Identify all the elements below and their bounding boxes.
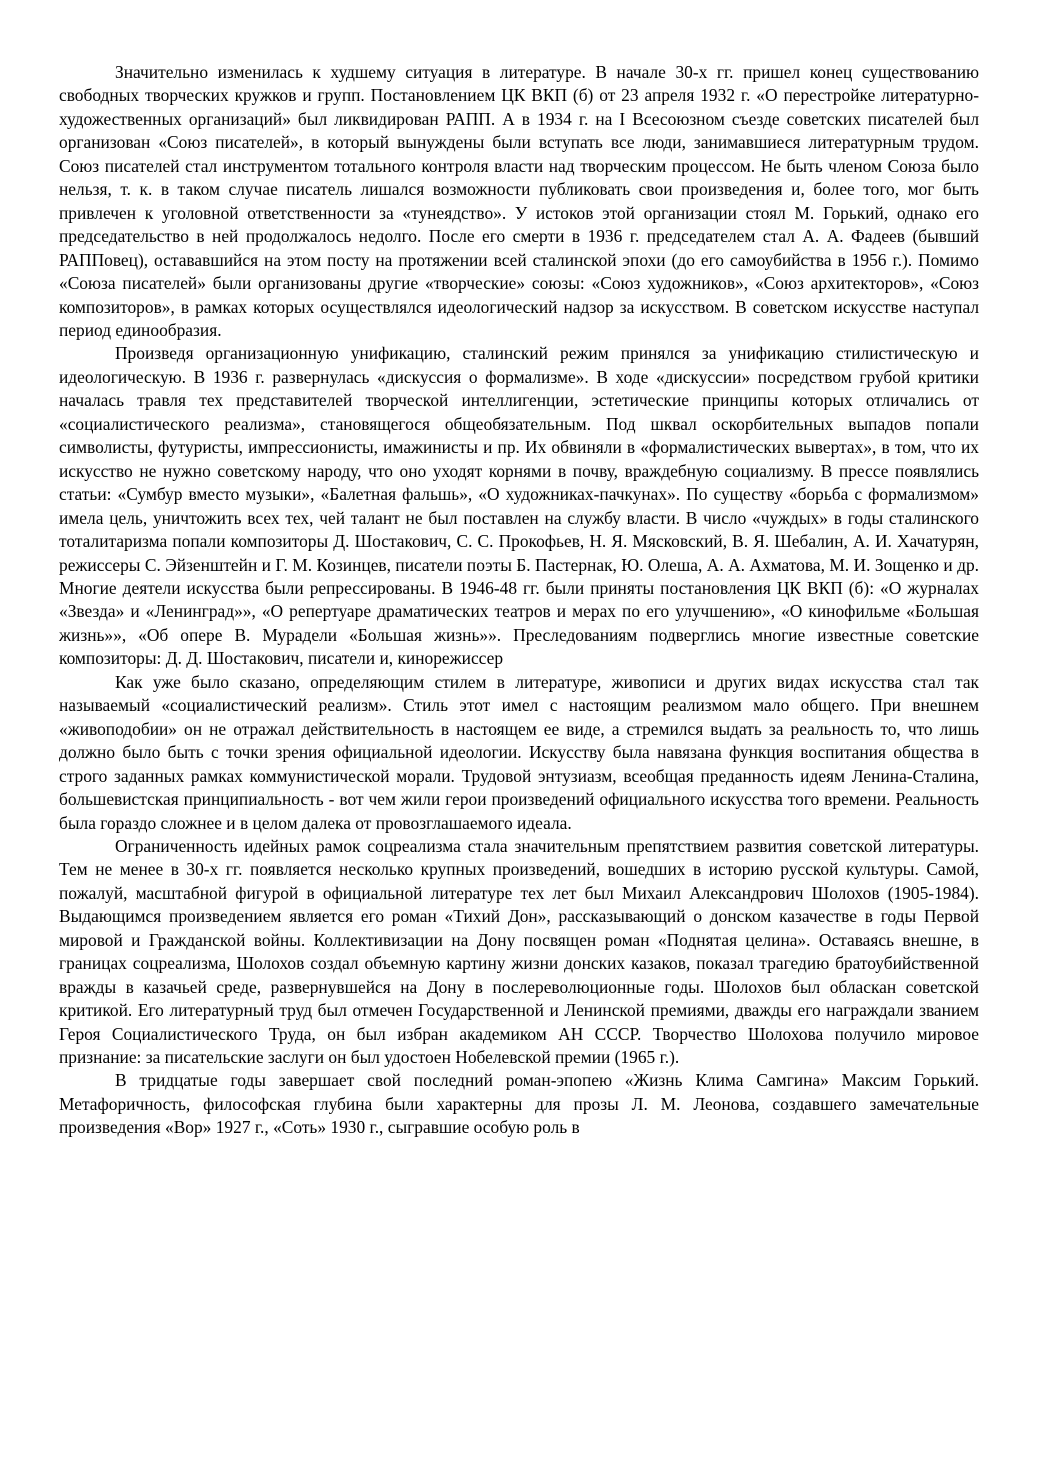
paragraph-2: Произведя организационную унификацию, сталинский режим принялся за унификацию стилистическую и идеологическую. В 1936 г. развернулась «дискуссия о формализме». В ходе «дискуссии» посредством грубой критики началась травля тех представителей творческой интеллигенции, эстетические принципы которых отличались от «социалистического реализма», становящегося общеобязательным. Под шквал оскорбительных выпадов попали символисты, футуристы, импрессионисты, имажинисты и пр. Их обвиняли в «формалистических вывертах», в том, что их искусство не нужно советскому народу, что оно уходят корнями в почву, враждебную социализму. В прессе появлялись статьи: «Сумбур вместо музыки», «Балетная фальшь», «О художниках-пачкунах». По существу «борьба с формализмом» имела цель, уничтожить всех тех, чей талант не был поставлен на службу власти. В число «чуждых» в годы сталинского тоталитаризма попали композиторы Д. Шостакович, С. С. Прокофьев, Н. Я. Мясковский, В. Я. Шебалин, А. И. Хачатурян, режиссеры С. Эйзенштейн и Г. М. Козинцев, писатели поэты Б. Пастернак, Ю. Олеша, А. А. Ахматова, М. И. Зощенко и др. Многие деятели искусства были репрессированы. В 1946-48 гг. были приняты постановления ЦК ВКП (б): «О журналах «Звезда» и «Ленинград»», «О репертуаре драматических театров и мерах по его улучшению», «О кинофильме «Большая жизнь»», «Об опере В. Мурадели «Большая жизнь»». Преследованиям подверглись многие известные советские композиторы: Д. Д. Шостакович, писатели и, кинорежиссер <box>59 343 979 669</box>
paragraph-1: Значительно изменилась к худшему ситуация в литературе. В начале 30-х гг. пришел конец существованию свободных творческих кружков и групп. Постановлением ЦК ВКП (б) от 23 апреля 1932 г. «О перестройке литературно-художественных организаций» был ликвидирован РАПП. А в 1934 г. на I Всесоюзном съезде советских писателей был организован «Союз писателей», в который вынуждены были вступать все люди, занимавшиеся литературным трудом. Союз писателей стал инструментом тотального контроля власти над творческим процессом. Не быть членом Союза было нельзя, т. к. в таком случае писатель лишался возможности публиковать свои произведения и, более того, мог быть привлечен к уголовной ответственности за «тунеядство». У истоков этой организации стоял М. Горький, однако его председательство в ней продолжалось недолго. После его смерти в 1936 г. председателем стал А. А. Фадеев (бывший РАППовец), остававшийся на этом посту на протяжении всей сталинской эпохи (до его самоубийства в 1956 г.). Помимо «Союза писателей» были организованы другие «творческие» союзы: «Союз художников», «Союз архитекторов», «Союз композиторов», в рамках которых осуществлялся идеологический надзор за искусством. В советском искусстве наступал период единообразия. <box>59 62 979 340</box>
document-page <box>59 61 979 1140</box>
paragraph-3: Как уже было сказано, определяющим стилем в литературе, живописи и других видах искусства стал так называемый «социалистический реализм». Стиль этот имел с настоящим реализмом мало общего. При внешнем «живоподобии» он не отражал действительность в настоящем ее виде, а стремился выдать за реальность то, что лишь должно было быть с точки зрения официальной идеологии. Искусству была навязана функция воспитания общества в строго заданных рамках коммунистической морали. Трудовой энтузиазм, всеобщая преданность идеям Ленина-Сталина, большевистская принципиальность - вот чем жили герои произведений официального искусства того времени. Реальность была гораздо сложнее и в целом далека от провозглашаемого идеала. <box>59 671 979 833</box>
paragraph-4: Ограниченность идейных рамок соцреализма стала значительным препятствием развития советской литературы. Тем не менее в 30-х гг. появляется несколько крупных произведений, вошедших в историю русской культуры. Самой, пожалуй, масштабной фигурой в официальной литературе тех лет был Михаил Александрович Шолохов (1905-1984). Выдающимся произведением является его роман «Тихий Дон», рассказывающий о донском казачестве в годы Первой мировой и Гражданской войны. Коллективизации на Дону посвящен роман «Поднятая целина». Оставаясь внешне, в границах соцреализма, Шолохов создал объемную картину жизни донских казаков, показал трагедию братоубийственной вражды в казачьей среде, развернувшейся на Дону в послереволюционные годы. Шолохов был обласкан советской критикой. Его литературный труд был отмечен Государственной и Ленинской премиями, дважды его награждали званием Героя Социалистического Труда, он был избран академиком АН СССР. Творчество Шолохова получило мировое признание: за писательские заслуги он был удостоен Нобелевской премии (1965 г.). <box>59 835 979 1068</box>
paragraph-5: В тридцатые годы завершает свой последний роман-эпопею «Жизнь Клима Самгина» Максим Горький. Метафоричность, философская глубина были характерны для прозы Л. М. Леонова, создавшего замечательные произведения «Вор» 1927 г., «Соть» 1930 г., сыгравшие особую роль в <box>59 1070 979 1138</box>
